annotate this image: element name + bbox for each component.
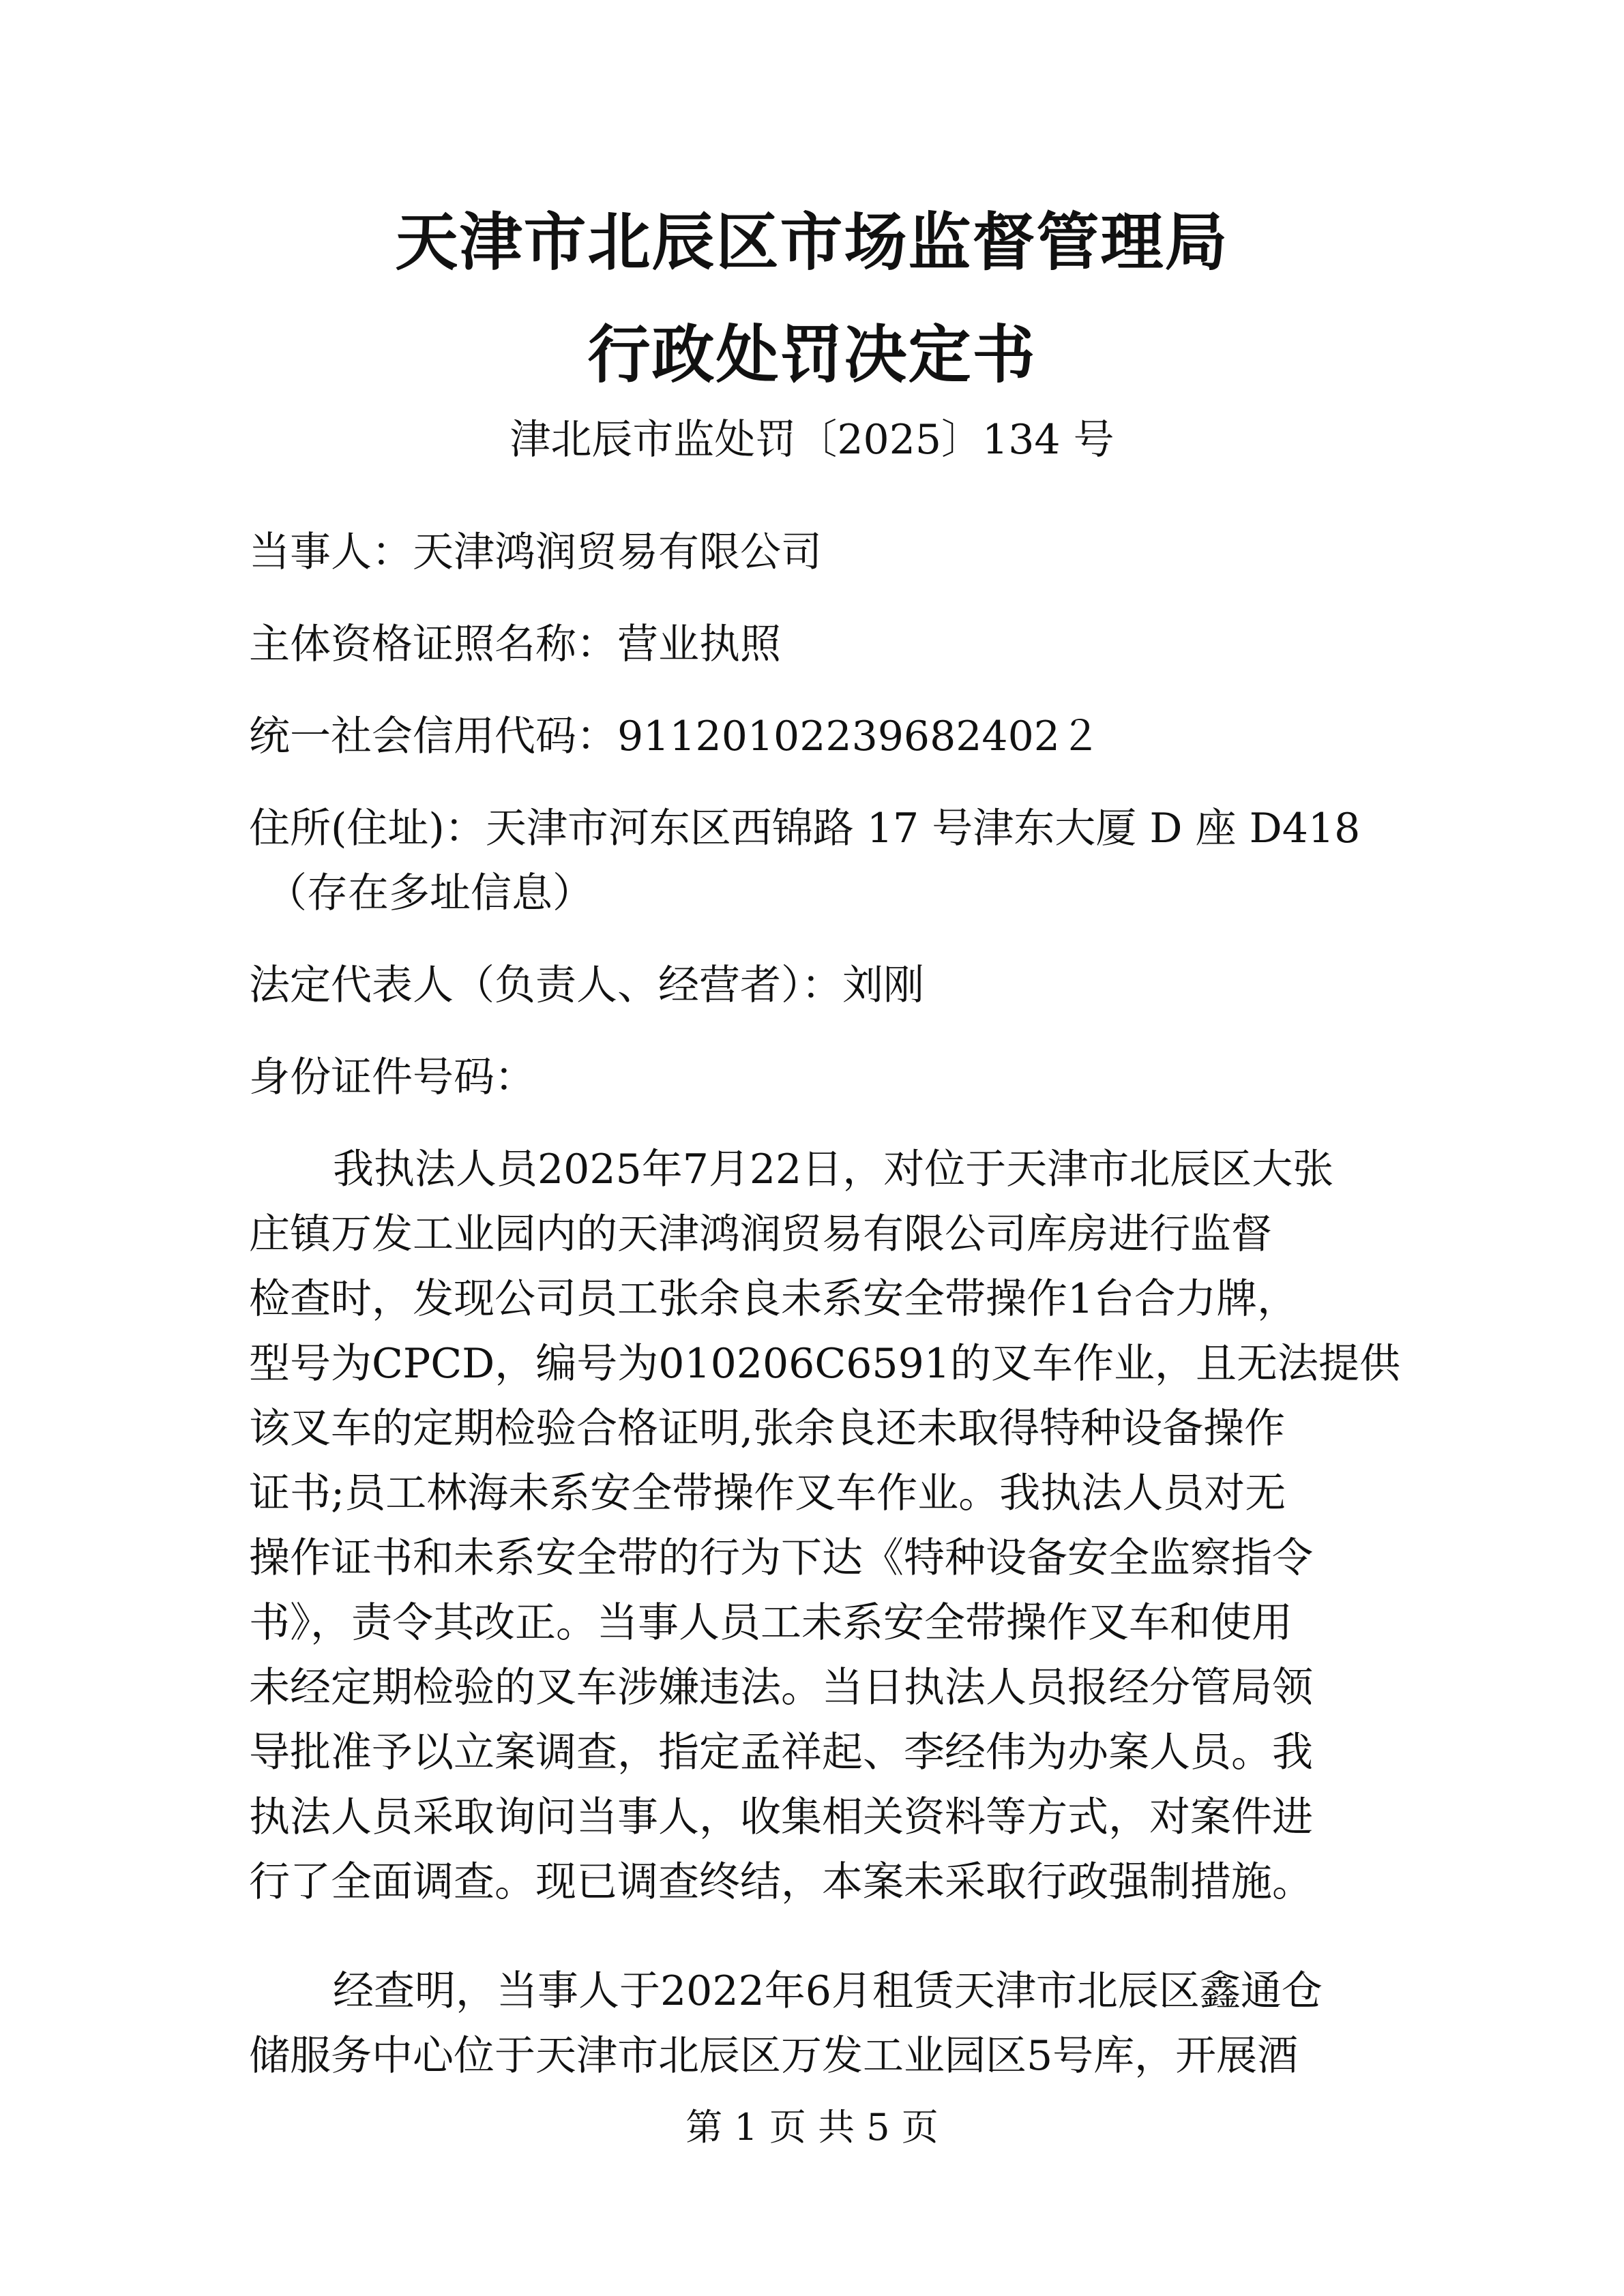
legal-representative: 法定代表人（负责人、经营者）：刘刚: [249, 961, 924, 1009]
party-address: 住所(住址)：天津市河东区西锦路 17 号津东大厦 D 座 D418: [249, 805, 1361, 852]
paragraph-line: 储服务中心位于天津市北辰区万发工业园区5号库，开展酒: [249, 2032, 1299, 2080]
paragraph-line: 该叉车的定期检验合格证明,张余良还未取得特种设备操作: [249, 1405, 1286, 1452]
paragraph-line: 行了全面调查。现已调查终结，本案未采取行政强制措施。: [249, 1858, 1313, 1906]
paragraph-line: 检查时，发现公司员工张余良未系安全带操作1台合力牌，: [249, 1275, 1299, 1323]
paragraph-line: 操作证书和未系安全带的行为下达《特种设备安全监察指令: [249, 1534, 1313, 1582]
paragraph-line: 型号为CPCD，编号为010206C6591的叉车作业，且无法提供: [249, 1340, 1400, 1388]
paragraph-line: 执法人员采取询问当事人，收集相关资料等方式，对案件进: [249, 1793, 1313, 1841]
paragraph-line: 导批准予以立案调查，指定孟祥起、李经伟为办案人员。我: [249, 1729, 1313, 1776]
agency-title: 天津市北辰区市场监督管理局: [395, 205, 1229, 279]
address-note: （存在多址信息）: [266, 869, 593, 917]
document-number: 津北辰市监处罚〔2025〕134 号: [510, 416, 1114, 464]
id-number: 身份证件号码：: [249, 1054, 535, 1101]
paragraph-line: 经查明，当事人于2022年6月租赁天津市北辰区鑫通仓: [333, 1967, 1323, 2015]
paragraph-line: 庄镇万发工业园内的天津鸿润贸易有限公司库房进行监督: [249, 1210, 1272, 1258]
paragraph-line: 未经定期检验的叉车涉嫌违法。当日执法人员报经分管局领: [249, 1664, 1313, 1712]
credit-code: 统一社会信用代码：91120102239682402２: [249, 713, 1101, 760]
page-number: 第 1 页 共 5 页: [685, 2106, 939, 2149]
license-name: 主体资格证照名称：营业执照: [249, 621, 781, 668]
paragraph-line: 我执法人员2025年7月22日，对位于天津市北辰区大张: [333, 1146, 1334, 1193]
document-title: 行政处罚决定书: [587, 318, 1037, 391]
paragraph-line: 书》，责令其改正。当事人员工未系安全带操作叉车和使用: [249, 1599, 1293, 1647]
paragraph-line: 证书;员工林海未系安全带操作叉车作业。我执法人员对无: [249, 1470, 1286, 1517]
party-name: 当事人：天津鸿润贸易有限公司: [249, 528, 822, 576]
